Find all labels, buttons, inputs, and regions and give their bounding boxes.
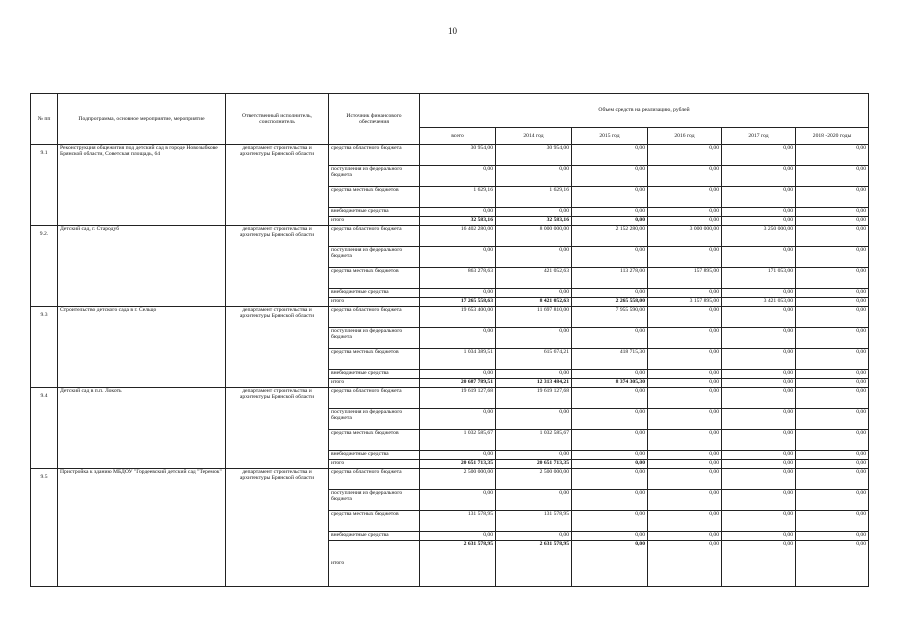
amount-cell: 1 032 585,67 bbox=[496, 430, 572, 451]
funding-source: внебюджетные средства bbox=[329, 532, 420, 541]
amount-cell: 0,00 bbox=[796, 469, 869, 490]
amount-cell: 0,00 bbox=[796, 208, 869, 217]
amount-cell: 0,00 bbox=[722, 208, 796, 217]
amount-cell: 0,00 bbox=[572, 166, 648, 187]
amount-cell: 0,00 bbox=[722, 511, 796, 532]
amount-cell: 2 500 000,00 bbox=[496, 469, 572, 490]
executor: департамент строительства и архитектуры Брянской области bbox=[226, 388, 329, 469]
amount-cell: 0,00 bbox=[722, 328, 796, 349]
amount-cell: 8 000 000,00 bbox=[496, 226, 572, 247]
amount-cell: 3 250 000,00 bbox=[722, 226, 796, 247]
amount-cell: 2 500 000,00 bbox=[420, 469, 496, 490]
amount-cell: 0,00 bbox=[572, 187, 648, 208]
amount-cell: 20 687 789,51 bbox=[420, 379, 496, 388]
row-number: 9.4 bbox=[31, 388, 58, 469]
amount-cell: 0,00 bbox=[648, 328, 722, 349]
amount-cell: 0,00 bbox=[496, 208, 572, 217]
amount-cell: 0,00 bbox=[722, 217, 796, 226]
table-body bbox=[31, 145, 869, 587]
amount-cell: 0,00 bbox=[648, 409, 722, 430]
funding-source: средства местных бюджетов bbox=[329, 430, 420, 451]
measure-name: Детский сад, г. Стародуб bbox=[58, 226, 226, 307]
amount-cell: 0,00 bbox=[420, 289, 496, 298]
amount-cell: 0,00 bbox=[420, 532, 496, 541]
amount-cell: 0,00 bbox=[648, 490, 722, 511]
amount-cell: 19 619 127,68 bbox=[496, 388, 572, 409]
funding-source: средства местных бюджетов bbox=[329, 349, 420, 370]
amount-cell: 0,00 bbox=[722, 430, 796, 451]
funding-source: поступления из федерального бюджета bbox=[329, 166, 420, 187]
amount-cell: 0,00 bbox=[496, 451, 572, 460]
funding-source: итого bbox=[329, 541, 420, 587]
funding-source: внебюджетные средства bbox=[329, 451, 420, 460]
header-year: всего bbox=[420, 128, 496, 145]
amount-cell: 0,00 bbox=[420, 166, 496, 187]
table-row bbox=[31, 145, 869, 166]
amount-cell: 0,00 bbox=[796, 217, 869, 226]
amount-cell: 0,00 bbox=[796, 268, 869, 289]
amount-cell: 16 402 280,00 bbox=[420, 226, 496, 247]
amount-cell: 171 053,00 bbox=[722, 268, 796, 289]
amount-cell: 19 619 127,68 bbox=[420, 388, 496, 409]
row-number: 9.2. bbox=[31, 226, 58, 307]
amount-cell: 3 000 000,00 bbox=[648, 226, 722, 247]
amount-cell: 0,00 bbox=[648, 532, 722, 541]
amount-cell: 0,00 bbox=[796, 307, 869, 328]
amount-cell: 0,00 bbox=[648, 379, 722, 388]
funding-source: итого bbox=[329, 460, 420, 469]
amount-cell: 0,00 bbox=[796, 430, 869, 451]
amount-cell: 0,00 bbox=[572, 208, 648, 217]
amount-cell: 2 631 578,95 bbox=[420, 541, 496, 587]
amount-cell: 0,00 bbox=[722, 166, 796, 187]
amount-cell: 0,00 bbox=[496, 166, 572, 187]
header-year: 2017 год bbox=[722, 128, 796, 145]
amount-cell: 0,00 bbox=[572, 328, 648, 349]
amount-cell: 0,00 bbox=[648, 307, 722, 328]
amount-cell: 19 653 400,00 bbox=[420, 307, 496, 328]
amount-cell: 3 157 895,00 bbox=[648, 298, 722, 307]
header-volume: Объем средств на реализацию, рублей bbox=[420, 94, 869, 128]
amount-cell: 0,00 bbox=[420, 328, 496, 349]
amount-cell: 0,00 bbox=[796, 247, 869, 268]
amount-cell: 131 578,95 bbox=[420, 511, 496, 532]
amount-cell: 0,00 bbox=[648, 208, 722, 217]
table-row bbox=[31, 388, 869, 409]
amount-cell: 32 583,16 bbox=[420, 217, 496, 226]
amount-cell: 0,00 bbox=[648, 430, 722, 451]
amount-cell: 0,00 bbox=[796, 328, 869, 349]
amount-cell: 0,00 bbox=[420, 451, 496, 460]
row-number: 9.3 bbox=[31, 307, 58, 388]
amount-cell: 0,00 bbox=[796, 349, 869, 370]
amount-cell: 30 954,00 bbox=[420, 145, 496, 166]
amount-cell: 0,00 bbox=[796, 460, 869, 469]
amount-cell: 0,00 bbox=[722, 349, 796, 370]
funding-source: средства областного бюджета bbox=[329, 145, 420, 166]
amount-cell: 0,00 bbox=[722, 379, 796, 388]
amount-cell: 2 265 558,00 bbox=[572, 298, 648, 307]
amount-cell: 11 697 810,00 bbox=[496, 307, 572, 328]
amount-cell: 0,00 bbox=[796, 541, 869, 587]
amount-cell: 0,00 bbox=[648, 289, 722, 298]
amount-cell: 0,00 bbox=[572, 247, 648, 268]
amount-cell: 0,00 bbox=[648, 460, 722, 469]
measure-name: Реконструкция общежития под детский сад в городе Новозыбкове Брянской области, Советская площадь, 64 bbox=[58, 145, 226, 226]
amount-cell: 20 651 713,35 bbox=[496, 460, 572, 469]
amount-cell: 1 629,16 bbox=[420, 187, 496, 208]
amount-cell: 1 629,16 bbox=[496, 187, 572, 208]
amount-cell: 0,00 bbox=[796, 145, 869, 166]
amount-cell: 0,00 bbox=[722, 451, 796, 460]
amount-cell: 0,00 bbox=[796, 289, 869, 298]
amount-cell: 0,00 bbox=[572, 469, 648, 490]
measure-name: Строительство детского сада в г. Сельцо bbox=[58, 307, 226, 388]
page-number: 10 bbox=[448, 26, 457, 36]
amount-cell: 0,00 bbox=[572, 532, 648, 541]
funding-source: внебюджетные средства bbox=[329, 289, 420, 298]
amount-cell: 0,00 bbox=[572, 490, 648, 511]
funding-source: внебюджетные средства bbox=[329, 208, 420, 217]
amount-cell: 1 034 389,51 bbox=[420, 349, 496, 370]
amount-cell: 0,00 bbox=[496, 490, 572, 511]
amount-cell: 3 421 053,00 bbox=[722, 298, 796, 307]
header-year: 2016 год bbox=[648, 128, 722, 145]
amount-cell: 0,00 bbox=[722, 460, 796, 469]
amount-cell: 863 278,63 bbox=[420, 268, 496, 289]
funding-source: средства областного бюджета bbox=[329, 226, 420, 247]
funding-source: поступления из федерального бюджета bbox=[329, 409, 420, 430]
funding-source: средства областного бюджета bbox=[329, 388, 420, 409]
amount-cell: 0,00 bbox=[648, 187, 722, 208]
amount-cell: 0,00 bbox=[496, 247, 572, 268]
amount-cell: 0,00 bbox=[572, 217, 648, 226]
amount-cell: 0,00 bbox=[722, 247, 796, 268]
header-executor: Ответственный исполнитель, соисполнитель bbox=[226, 94, 329, 145]
amount-cell: 0,00 bbox=[722, 289, 796, 298]
amount-cell: 2 152 280,00 bbox=[572, 226, 648, 247]
amount-cell: 0,00 bbox=[796, 511, 869, 532]
funding-source: итого bbox=[329, 298, 420, 307]
amount-cell: 0,00 bbox=[722, 409, 796, 430]
header-year: 2015 год bbox=[572, 128, 648, 145]
amount-cell: 0,00 bbox=[572, 145, 648, 166]
funding-source: поступления из федерального бюджета bbox=[329, 328, 420, 349]
executor: департамент строительства и архитектуры Брянской области bbox=[226, 307, 329, 388]
amount-cell: 421 052,63 bbox=[496, 268, 572, 289]
amount-cell: 0,00 bbox=[572, 451, 648, 460]
funding-source: итого bbox=[329, 217, 420, 226]
amount-cell: 0,00 bbox=[496, 328, 572, 349]
amount-cell: 0,00 bbox=[496, 409, 572, 430]
amount-cell: 0,00 bbox=[496, 289, 572, 298]
amount-cell: 0,00 bbox=[796, 451, 869, 460]
amount-cell: 0,00 bbox=[722, 469, 796, 490]
header-num: № пп bbox=[31, 94, 58, 145]
amount-cell: 30 954,00 bbox=[496, 145, 572, 166]
executor: департамент строительства и архитектуры Брянской области bbox=[226, 226, 329, 307]
amount-cell: 0,00 bbox=[648, 469, 722, 490]
executor: департамент строительства и архитектуры Брянской области bbox=[226, 145, 329, 226]
budget-table bbox=[30, 93, 869, 587]
amount-cell: 0,00 bbox=[722, 145, 796, 166]
amount-cell: 0,00 bbox=[722, 307, 796, 328]
amount-cell: 8 374 305,30 bbox=[572, 379, 648, 388]
amount-cell: 0,00 bbox=[722, 532, 796, 541]
measure-name: Детский сад в п.п. Локоть bbox=[58, 388, 226, 469]
funding-source: поступления из федерального бюджета bbox=[329, 490, 420, 511]
amount-cell: 0,00 bbox=[648, 217, 722, 226]
amount-cell: 0,00 bbox=[572, 460, 648, 469]
table-row bbox=[31, 469, 869, 490]
header-program: Подпрограмма, основное мероприятие, мероприятие bbox=[58, 94, 226, 145]
amount-cell: 20 651 713,35 bbox=[420, 460, 496, 469]
amount-cell: 113 278,00 bbox=[572, 268, 648, 289]
funding-source: средства областного бюджета bbox=[329, 307, 420, 328]
amount-cell: 32 583,16 bbox=[496, 217, 572, 226]
amount-cell: 0,00 bbox=[648, 247, 722, 268]
amount-cell: 0,00 bbox=[648, 370, 722, 379]
amount-cell: 615 674,21 bbox=[496, 349, 572, 370]
row-number: 9.1 bbox=[31, 145, 58, 226]
amount-cell: 0,00 bbox=[572, 388, 648, 409]
amount-cell: 0,00 bbox=[722, 490, 796, 511]
amount-cell: 0,00 bbox=[420, 370, 496, 379]
executor: департамент строительства и архитектуры Брянской области bbox=[226, 469, 329, 587]
amount-cell: 0,00 bbox=[496, 532, 572, 541]
amount-cell: 0,00 bbox=[420, 409, 496, 430]
amount-cell: 0,00 bbox=[796, 226, 869, 247]
amount-cell: 0,00 bbox=[796, 532, 869, 541]
funding-source: итого bbox=[329, 379, 420, 388]
amount-cell: 0,00 bbox=[796, 370, 869, 379]
amount-cell: 17 265 558,63 bbox=[420, 298, 496, 307]
funding-source: средства областного бюджета bbox=[329, 469, 420, 490]
table-row bbox=[31, 226, 869, 247]
amount-cell: 0,00 bbox=[572, 430, 648, 451]
funding-source: внебюджетные средства bbox=[329, 370, 420, 379]
amount-cell: 418 715,30 bbox=[572, 349, 648, 370]
amount-cell: 2 631 578,95 bbox=[496, 541, 572, 587]
funding-source: поступления из федерального бюджета bbox=[329, 247, 420, 268]
amount-cell: 0,00 bbox=[572, 289, 648, 298]
amount-cell: 0,00 bbox=[722, 187, 796, 208]
amount-cell: 0,00 bbox=[496, 370, 572, 379]
amount-cell: 8 421 052,63 bbox=[496, 298, 572, 307]
amount-cell: 0,00 bbox=[796, 490, 869, 511]
amount-cell: 0,00 bbox=[796, 409, 869, 430]
amount-cell: 0,00 bbox=[722, 541, 796, 587]
amount-cell: 0,00 bbox=[796, 388, 869, 409]
amount-cell: 1 032 585,67 bbox=[420, 430, 496, 451]
amount-cell: 0,00 bbox=[796, 298, 869, 307]
amount-cell: 0,00 bbox=[572, 511, 648, 532]
amount-cell: 0,00 bbox=[796, 379, 869, 388]
measure-name: Пристройка к зданию МБДОУ "Гордеевский детский сад "Теремок" bbox=[58, 469, 226, 587]
amount-cell: 0,00 bbox=[796, 166, 869, 187]
amount-cell: 12 313 484,21 bbox=[496, 379, 572, 388]
amount-cell: 0,00 bbox=[648, 349, 722, 370]
amount-cell: 0,00 bbox=[648, 166, 722, 187]
amount-cell: 0,00 bbox=[722, 388, 796, 409]
amount-cell: 0,00 bbox=[648, 451, 722, 460]
amount-cell: 131 578,95 bbox=[496, 511, 572, 532]
funding-source: средства местных бюджетов bbox=[329, 268, 420, 289]
amount-cell: 0,00 bbox=[648, 388, 722, 409]
row-number: 9.5 bbox=[31, 469, 58, 587]
amount-cell: 0,00 bbox=[572, 370, 648, 379]
header-year: 2014 год bbox=[496, 128, 572, 145]
header-year: 2018 -2020 годы bbox=[796, 128, 869, 145]
amount-cell: 0,00 bbox=[648, 541, 722, 587]
amount-cell: 0,00 bbox=[796, 187, 869, 208]
table-row bbox=[31, 307, 869, 328]
amount-cell: 7 955 590,00 bbox=[572, 307, 648, 328]
header-source: Источник финансового обеспечения bbox=[329, 94, 420, 145]
amount-cell: 0,00 bbox=[648, 145, 722, 166]
amount-cell: 0,00 bbox=[420, 247, 496, 268]
amount-cell: 0,00 bbox=[420, 208, 496, 217]
funding-source: средства местных бюджетов bbox=[329, 187, 420, 208]
amount-cell: 157 895,00 bbox=[648, 268, 722, 289]
amount-cell: 0,00 bbox=[420, 490, 496, 511]
amount-cell: 0,00 bbox=[722, 370, 796, 379]
amount-cell: 0,00 bbox=[648, 511, 722, 532]
amount-cell: 0,00 bbox=[572, 541, 648, 587]
amount-cell: 0,00 bbox=[572, 409, 648, 430]
funding-source: средства местных бюджетов bbox=[329, 511, 420, 532]
